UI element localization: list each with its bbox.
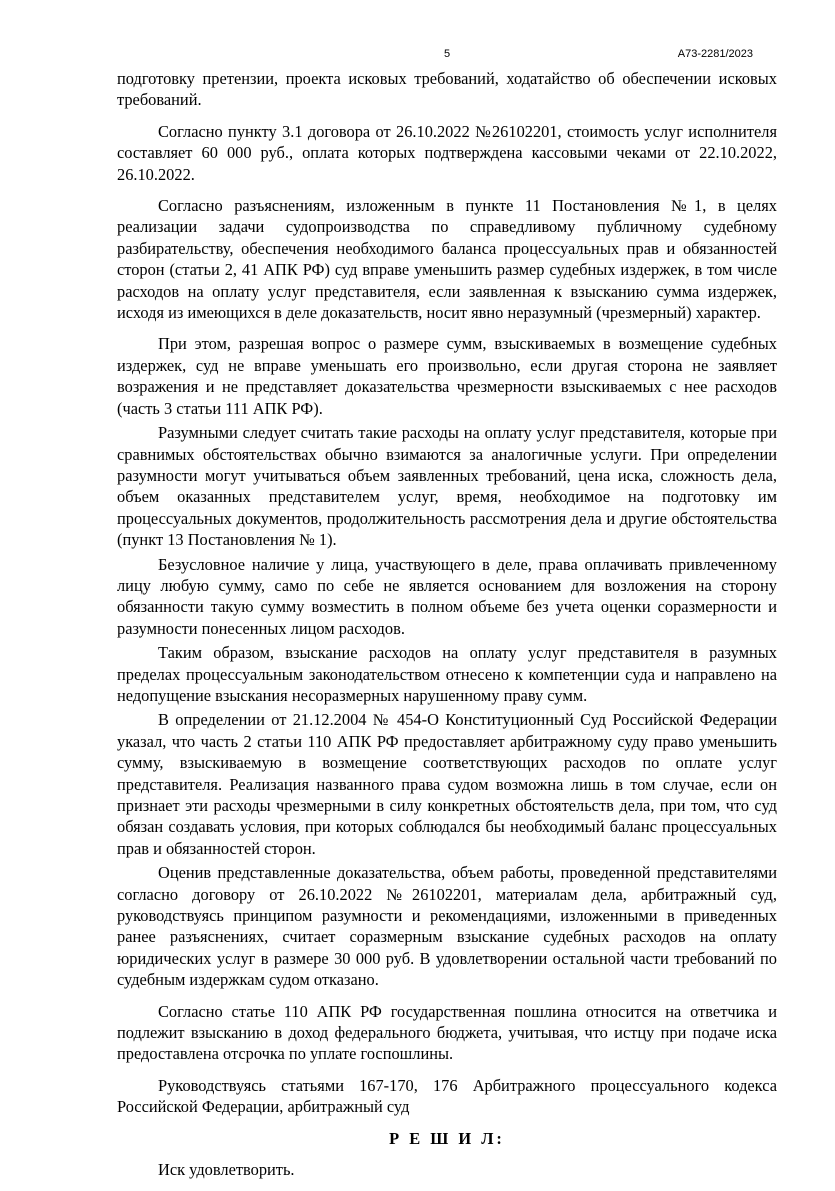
paragraph-unconditional-right: Безусловное наличие у лица, участвующего в деле, права оплачивать привлеченному лицу любую сумму, само по себе не является основанием для возложения на сторону обязанности такую сумму возместить в полном объеме без учета оценки соразмерности и разумности понесенных лицом расходов. [117,554,777,638]
paragraph-clarifications: Согласно разъяснениям, изложенным в пункте 11 Постановления №1, в целях реализации задачи судопроизводства по справедливому публичному судебному разбирательству, обеспечения необходимого баланса процессуальных прав и обязанностей сторон (статьи 2, 41 АПК РФ) суд вправе уменьшить размер судебных издержек, в том числе расходов на оплату услуг представителя, если заявленная к взысканию сумма издержек, исходя из имеющихся в деле доказательств, носит явно неразумный (чрезмерный) характер. [117,196,777,323]
decision-heading: Р Е Ш И Л: [389,1128,505,1148]
case-number: А73-2281/2023 [677,48,753,60]
paragraph-assessment: Оценив представленные доказательства, объем работы, проведенной представителями согласно договору от 26.10.2022 №26102201, материалам дела, арбитражный суд, руководствуясь принципом разумности и рекомендациями, изложенными в приведенных ранее разъяснениях, считает соразмерным взыскание судебных расходов на оплату юридических услуг в размере 30 000 руб. В удовлетворении остальной части требований по судебным издержкам судом отказано. [117,863,777,990]
paragraph-continuation: подготовку претензии, проекта исковых требований, ходатайство об обеспечении исковых требований. [117,69,777,110]
paragraph-state-duty: Согласно статье 110 АПК РФ государственная пошлина относится на ответчика и подлежит взысканию в доход федерального бюджета, учитывая, что истцу при подаче иска предоставлена отсрочка по уплате госпошлины. [117,1001,777,1064]
paragraph-constitutional-court: В определении от 21.12.2004 № 454-О Конституционный Суд Российской Федерации указал, что часть 2 статьи 110 АПК РФ предоставляет арбитражному суду право уменьшить сумму, взыскиваемую в возмещение соответствующих расходов по оплате услуг представителя. Реализация названного права судом возможна лишь в том случае, если он признает эти расходы чрезмерными в силу конкретных обстоятельств дела, при том, что суд обязан создавать условия, при которых соблюдался бы необходимый баланс процессуальных прав и обязанностей сторон. [117,710,777,858]
document-body [117,68,777,1191]
decision-text: Иск удовлетворить. [158,1160,295,1180]
paragraph-court-discretion: При этом, разрешая вопрос о размере сумм, взыскиваемых в возмещение судебных издержек, суд не вправе уменьшать его произвольно, если другая сторона не заявляет возражения и не представляет доказательства чрезмерности взыскиваемых с нее расходов (часть 3 статьи 111 АПК РФ). [117,334,777,418]
paragraph-guided-by: Руководствуясь статьями 167-170, 176 Арбитражного процессуального кодекса Российской Федерации, арбитражный суд [117,1075,777,1117]
paragraph-conclusion: Таким образом, взыскание расходов на оплату услуг представителя в разумных пределах процессуальным законодательством отнесено к компетенции суда и направлено на недопущение взыскания несоразмерных нарушенному праву сумм. [117,643,777,705]
paragraph-reasonable-costs: Разумными следует считать такие расходы на оплату услуг представителя, которые при сравнимых обстоятельствах обычно взимаются за аналогичные услуги. При определении разумности могут учитываться объем заявленных требований, цена иска, сложность дела, объем оказанных представителем услуг, время, необходимое на подготовку им процессуальных документов, продолжительность рассмотрения дела и другие обстоятельства (пункт 13 Постановления № 1). [117,423,777,550]
page-number: 5 [444,48,451,60]
paragraph-contract-cost: Согласно пункту 3.1 договора от 26.10.2022 №26102201, стоимость услуг исполнителя составляет 60 000 руб., оплата которых подтверждена кассовыми чеками от 22.10.2022, 26.10.2022. [117,121,777,184]
